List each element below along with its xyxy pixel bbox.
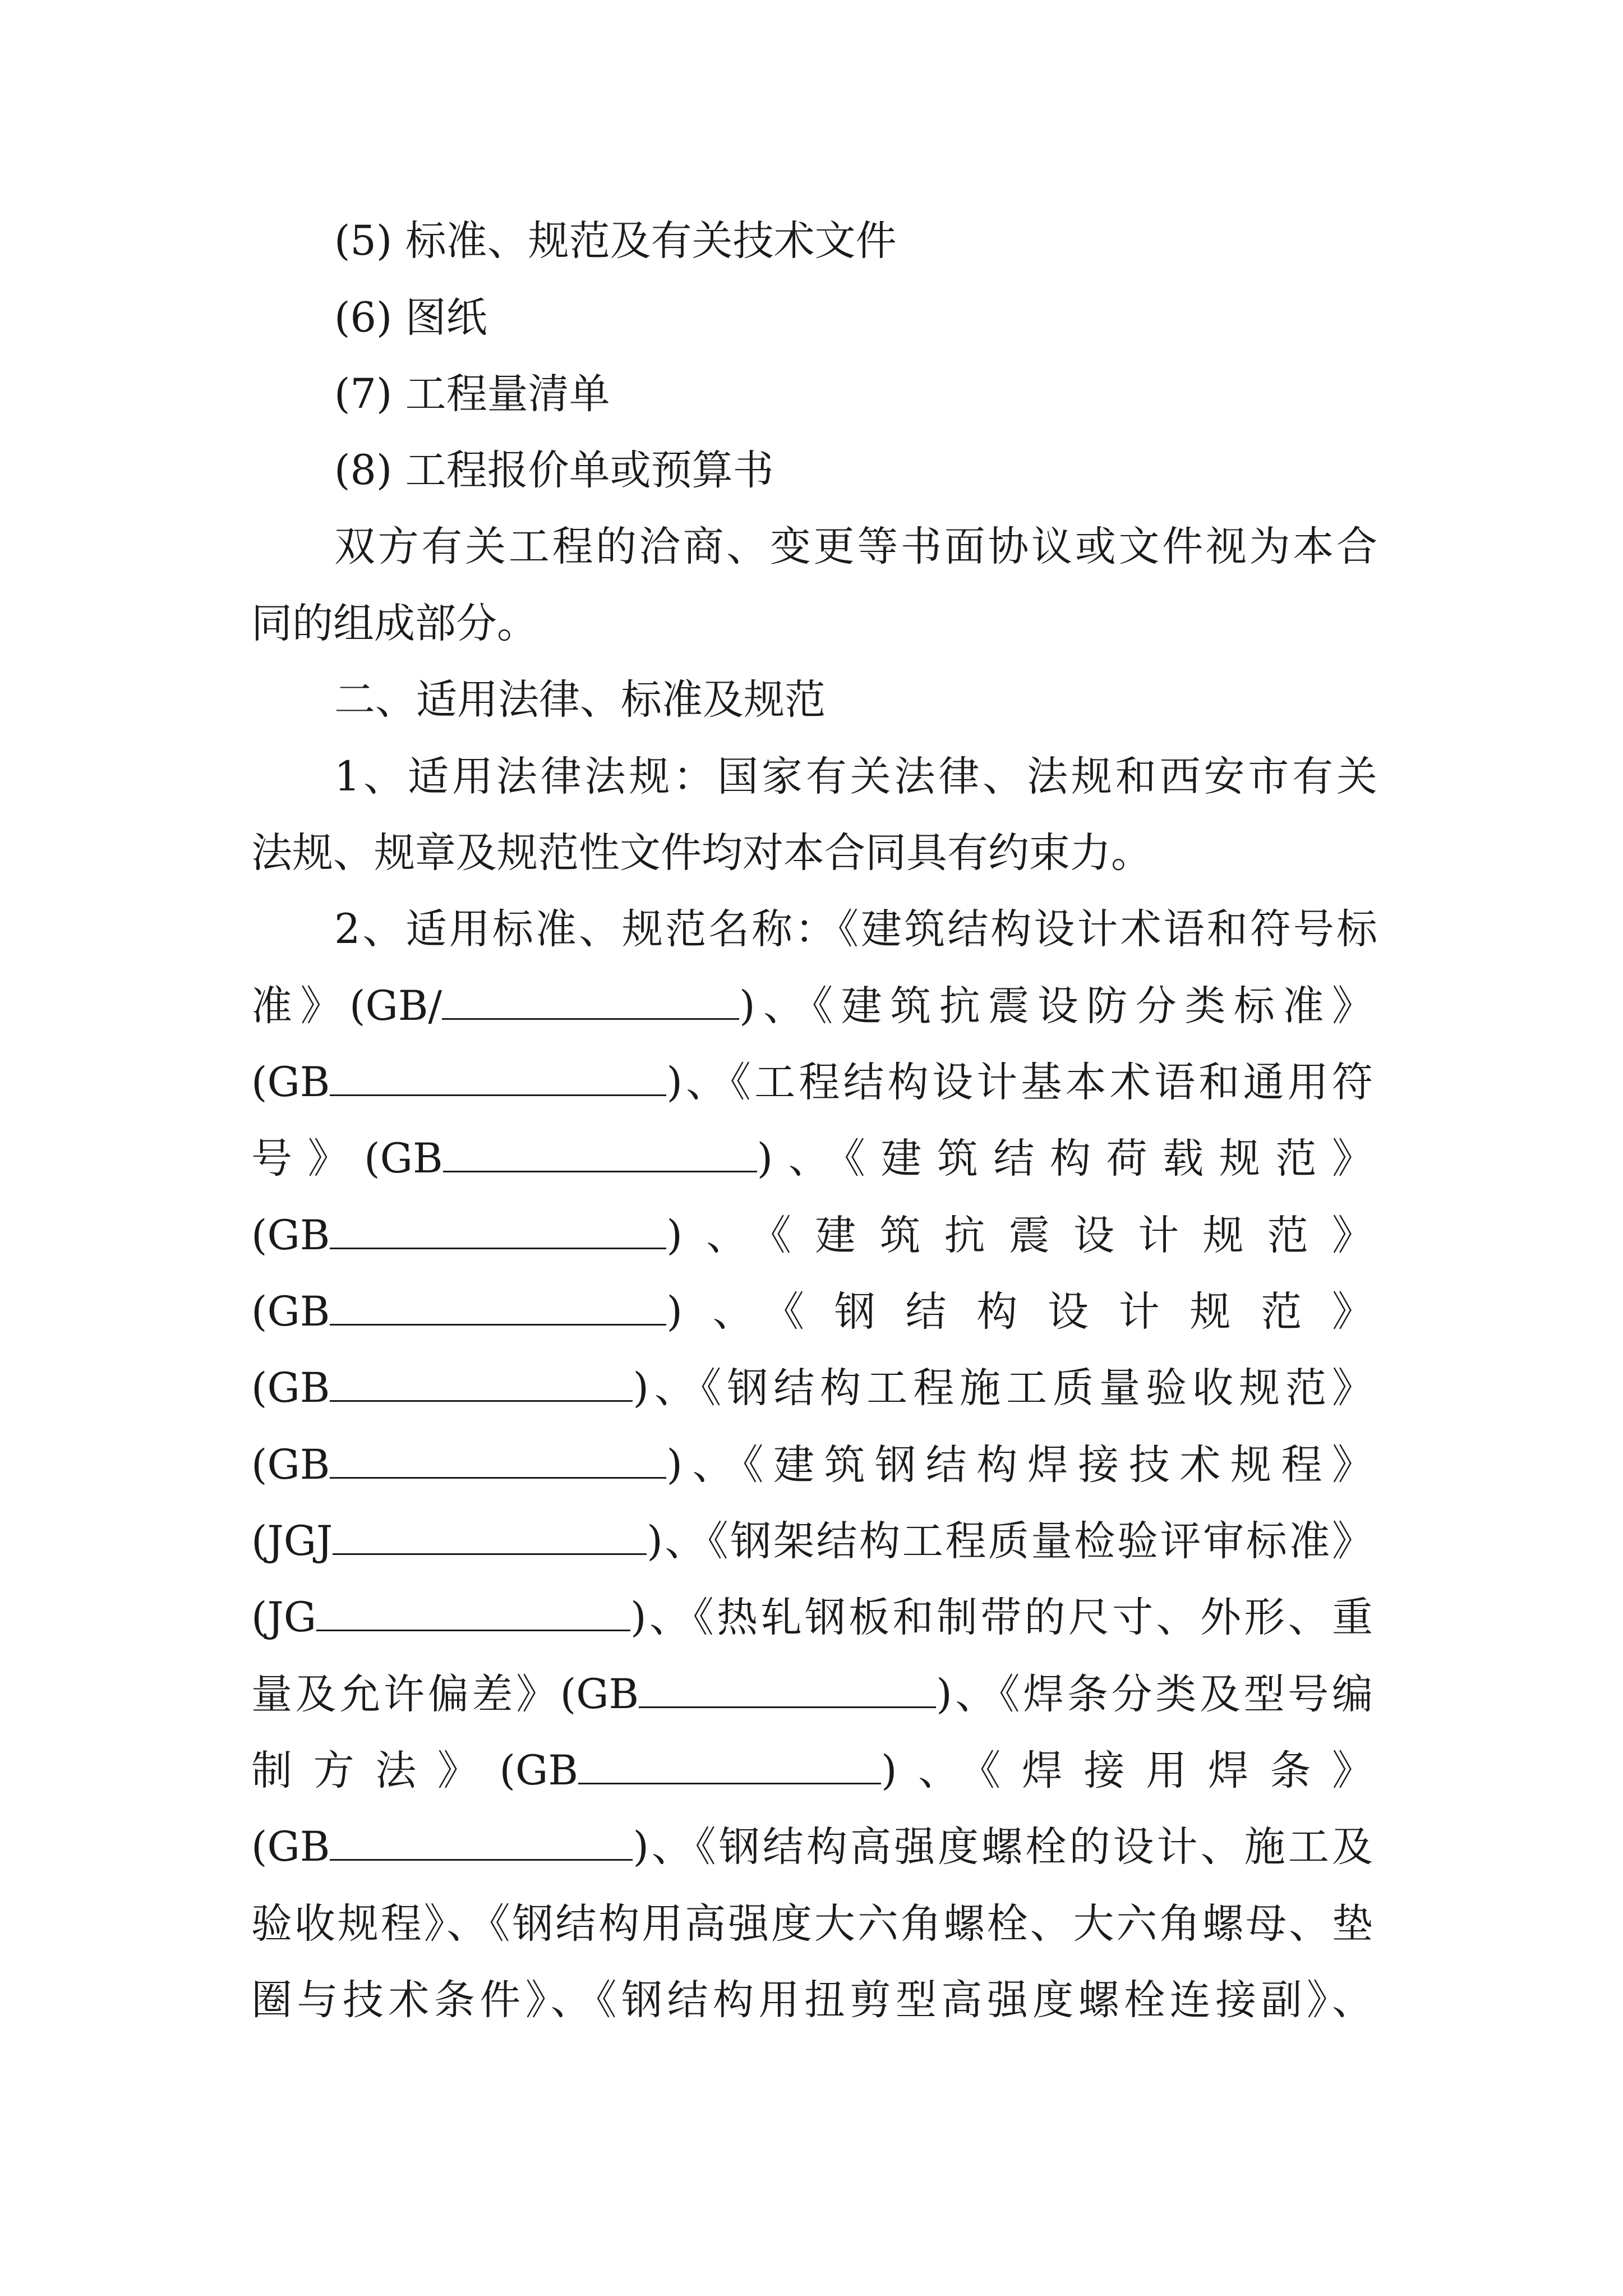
paragraph-line: 法规、规章及规范性文件均对本合同具有约束力。 [251, 829, 1152, 877]
paragraph-line: (GB )、《建筑抗震设计规范》 [251, 1212, 1373, 1259]
list-item-text: 工程量清单 [405, 370, 610, 418]
paragraph-line: 号》(GB )、《建筑结构荷载规范》 [251, 1135, 1373, 1182]
list-item-number: (5) [334, 217, 393, 265]
paragraph-line: 同的组成部分。 [251, 600, 538, 647]
fill-blank[interactable] [330, 1289, 666, 1326]
list-item-text: 标准、规范及有关技术文件 [405, 217, 897, 265]
fill-blank[interactable] [330, 1824, 633, 1861]
list-item [334, 210, 1377, 272]
list-item-number: (8) [334, 447, 393, 494]
fill-blank[interactable] [578, 1748, 881, 1784]
paragraph-line: (JGJ )、《钢架结构工程质量检验评审标准》 [251, 1517, 1373, 1565]
list-item-number: (7) [334, 370, 393, 418]
paragraph-line: 制方法》(GB )、《焊接用焊条》 [251, 1747, 1373, 1795]
list-item [334, 440, 1377, 501]
fill-blank[interactable] [442, 983, 739, 1020]
fill-blank[interactable] [443, 1136, 757, 1172]
list-item [334, 287, 1377, 349]
paragraph-line: (GB )、《钢结构高强度螺栓的设计、施工及 [251, 1823, 1373, 1871]
paragraph-line: (GB )、《建筑钢结构焊接技术规程》 [251, 1441, 1373, 1489]
paragraph-line: 验收规程》、《钢结构用高强度大六角螺栓、大六角螺母、垫 [251, 1900, 1373, 1948]
paragraph-line: (GB )、《钢结构工程施工质量验收规范》 [251, 1364, 1373, 1412]
fill-blank[interactable] [330, 1365, 633, 1402]
list-item-text: 图纸 [405, 294, 487, 342]
paragraph-line: (GB )、《钢结构设计规范》 [251, 1288, 1373, 1336]
paragraph-line: 2、适用标准、规范名称：《建筑结构设计术语和符号标 [334, 905, 1377, 953]
list-item-number: (6) [334, 294, 393, 342]
paragraph-line: 圈与技术条件》、《钢结构用扭剪型高强度螺栓连接副》、 [251, 1976, 1373, 2024]
paragraph-line: 1、适用法律法规：国家有关法律、法规和西安市有关 [334, 753, 1377, 800]
paragraph-line: (GB )、《工程结构设计基本术语和通用符 [251, 1059, 1373, 1106]
fill-blank[interactable] [639, 1672, 936, 1708]
fill-blank[interactable] [316, 1595, 630, 1631]
paragraph-line: 准》(GB/ )、《建筑抗震设防分类标准》 [251, 982, 1373, 1030]
fill-blank[interactable] [330, 1060, 666, 1096]
section-heading: 二、适用法律、标准及规范 [334, 676, 826, 724]
fill-blank[interactable] [330, 1213, 666, 1249]
list-item-text: 工程报价单或预算书 [405, 447, 774, 494]
paragraph-line: (JG )、《热轧钢板和制带的尺寸、外形、重 [251, 1594, 1373, 1641]
paragraph-line: 双方有关工程的洽商、变更等书面协议或文件视为本合 [334, 523, 1377, 570]
paragraph-line: 量及允许偏差》(GB )、《焊条分类及型号编 [251, 1671, 1373, 1718]
list-item [334, 364, 1377, 425]
fill-blank[interactable] [333, 1519, 647, 1555]
fill-blank[interactable] [330, 1442, 666, 1479]
